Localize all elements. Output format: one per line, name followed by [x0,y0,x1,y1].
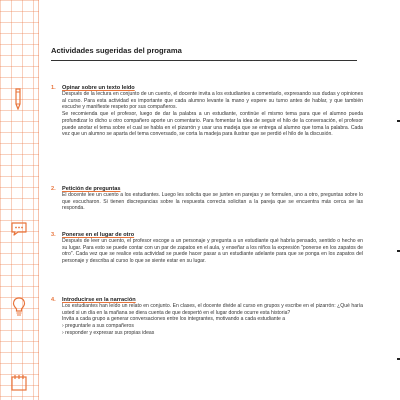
activity-section-3 [51,232,363,265]
section-title: Ponerse en el lugar de otro [62,232,135,238]
section-number: 1. [51,85,56,91]
title-divider [51,60,357,61]
margin-grid [0,0,39,400]
section-number: 4. [51,297,56,303]
activity-section-1 [51,85,363,138]
paragraph: Los estudiantes han leído un relato en conjunto. En clases, el docente divide al curso en grupos y escribe en el pizarrón: ¿Qué haría usted si un día en la mañana se diera cuenta de que despertó en el lugar donde ocurre esta historia? [62,303,363,316]
section-number: 3. [51,232,56,238]
paragraph: El docente lee un cuento a los estudiantes. Luego les solicita que se junten en parejas y se formulen, uno a otro, preguntas sobre lo que escucharon. Si tienen discrepancias sobre la respuesta correcta solicitan a la pareja que se encuentra más cerca se las responda. [62,192,363,212]
section-title: Opinar sobre un texto leído [62,85,135,91]
bullet-item: › responder y expresar sus propias ideas [62,329,155,336]
paragraph: Después de la lectura en conjunto de un cuento, el docente invita a los estudiantes a comentarlo, expresando sus dudas y opiniones al curso. Para esta actividad es importante que cada alumno levante la mano y espere su turno antes de hablar, y que también escuche y manifieste respeto por sus compañeros. [62,91,363,111]
lightbulb-icon [12,297,26,317]
section-body [62,303,363,337]
page-title: Actividades sugeridas del programa [51,46,182,55]
section-body [62,238,363,265]
section-title: Introducirse en la narración [62,297,136,303]
pencil-icon [12,88,24,110]
section-body [62,192,363,212]
section-number: 2. [51,186,56,192]
activity-section-4 [51,297,363,337]
chat-bubble-icon [10,221,28,237]
paragraph: Se recomienda que el profesor, luego de dar la palabra a un estudiante, continúe el mismo tema para que el alumno pueda profundizar lo dicho u otro compañero aporte un comentario. Para fomentar la idea de seguir el hilo de la conversación, el profesor puede anotar el tema sobre el cual se habla en el pizarrón y usar una madeja que se entrega al alumno que toma la palabra. Cada vez que un alumno se aparta del tema conversado, se corta la madeja para ilustrar que se perdió el hilo de la discusión. [62,111,363,138]
activity-section-2 [51,186,363,212]
section-title: Petición de preguntas [62,186,121,192]
paragraph: Invita a cada grupo a generar conversaciones entre los integrantes, motivando a cada estudiante a [62,316,286,323]
notebook-icon [10,374,28,392]
paragraph: Después de leer un cuento, el profesor escoge a un personaje y pregunta a un estudiante qué habría pensado, sentido o hecho en su lugar. Para esto se puede contar con un par de zapatos en el aula, y enseñar a los niños la expresión "ponerse en los zapatos de otro". Cada vez que se realice esta actividad se puede hacer pasar a un estudiante adelante para que se ponga en los zapatos del personaje y describa al curso lo que se siente estar en su lugar. [62,238,363,265]
section-body [62,91,363,138]
bullet-item: › preguntarle a sus compañeros [62,323,134,330]
